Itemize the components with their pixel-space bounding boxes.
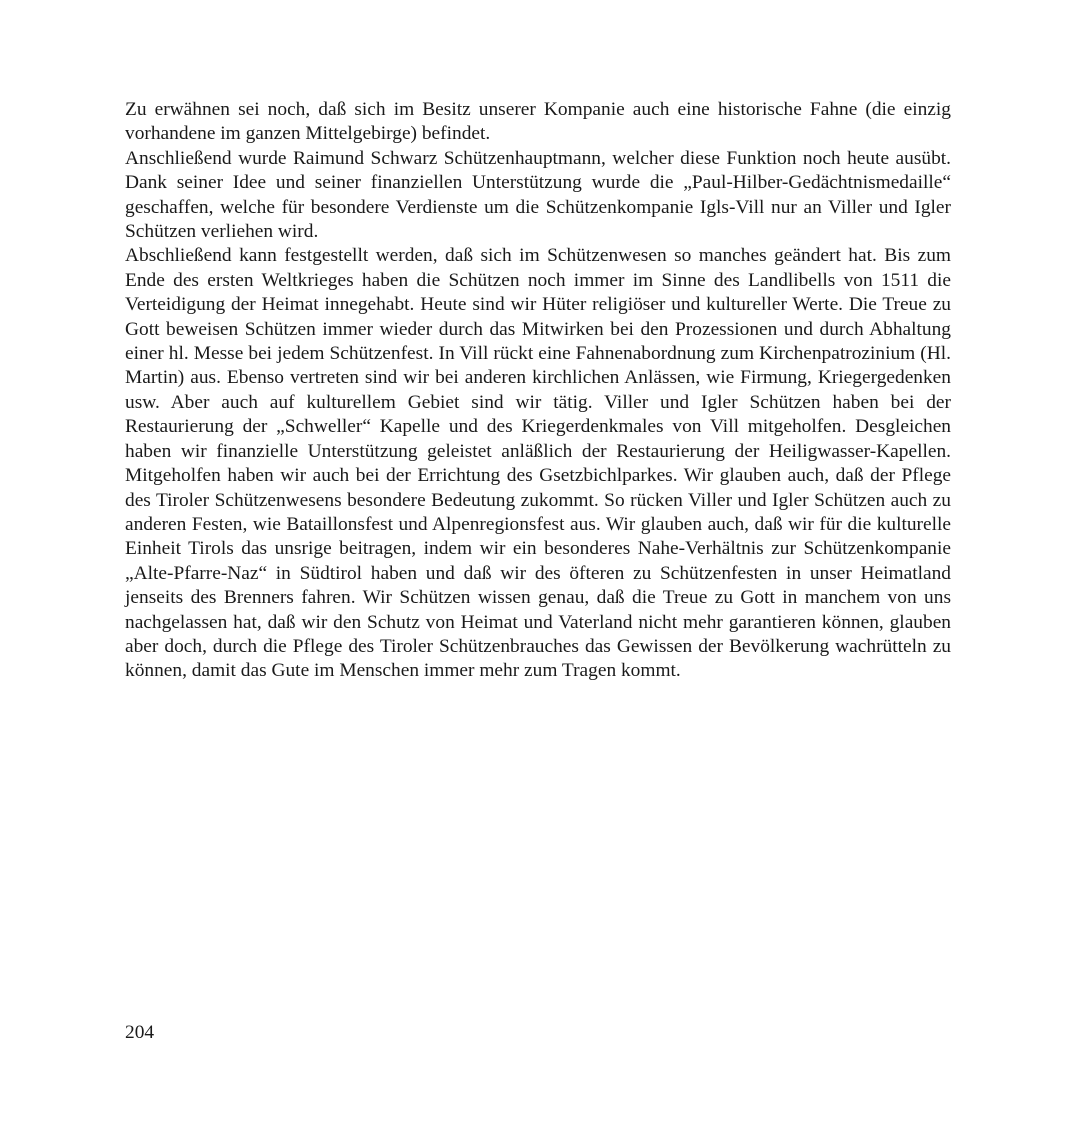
paragraph-flag: Zu erwähnen sei noch, daß sich im Besitz unserer Kompanie auch eine historische Fahne (die einzig vorhandene im ganzen Mittelgebirge) befindet. <box>125 99 951 145</box>
paragraph-conclusion: Abschließend kann festgestellt werden, daß sich im Schützenwesen so manches geändert hat. Bis zum Ende des ersten Weltkrieges haben die Schützen noch immer im Sinne des Landlibells von 1511 die Verteidigung der Heimat innegehabt. Heute sind wir Hüter religiöser und kultureller Werte. Die Treue zu Gott beweisen Schützen immer wieder durch das Mitwirken bei den Prozessionen und durch Abhaltung einer hl. Messe bei jedem Schützenfest. In Vill rückt eine Fahnenabordnung zum Kirchenpatrozinium (Hl. Martin) aus. Ebenso vertreten sind wir bei anderen kirchlichen Anlässen, wie Firmung, Kriegergedenken usw. Aber auch auf kulturellem Gebiet sind wir tätig. Viller und Igler Schützen haben bei der Restaurierung der „Schweller“ Kapelle und des Kriegerdenkmales von Vill mitgeholfen. Desgleichen haben wir finanzielle Unterstützung geleistet anläßlich der Restaurierung der Heiligwasser-Kapellen. Mitgeholfen haben wir auch bei der Errichtung des Gsetzbichlparkes. Wir glauben auch, daß der Pflege des Tiroler Schützenwesens besondere Bedeutung zukommt. So rücken Viller und Igler Schützen auch zu anderen Festen, wie Bataillonsfest und Alpenregionsfest aus. Wir glauben auch, daß wir für die kulturelle Einheit Tirols das unsrige beitragen, indem wir ein besonderes Nahe-Verhältnis zur Schützenkompanie „Alte-Pfarre-Naz“ in Südtirol haben und daß wir des öfteren zu Schützenfesten in unser Heimatland jenseits des Brenners fahren. Wir Schützen wissen genau, daß die Treue zu Gott in manchem von uns nachgelassen hat, daß wir den Schutz von Heimat und Vaterland nicht mehr garantieren können, glauben aber doch, durch die Pflege des Tiroler Schützenbrauches das Gewissen der Bevölkerung wachrütteln zu können, damit das Gute im Menschen immer mehr zum Tragen kommt. <box>125 245 951 682</box>
page-number: 204 <box>125 1022 155 1043</box>
body-text <box>125 98 951 684</box>
paragraph-schuetzenhauptmann: Anschließend wurde Raimund Schwarz Schützenhauptmann, welcher diese Funktion noch heute ausübt. Dank seiner Idee und seiner finanziellen Unterstützung wurde die „Paul-Hilber-Gedächtnismedaille“ geschaffen, welche für besondere Verdienste um die Schützenkompanie Igls-Vill nur an Viller und Igler Schützen verliehen wird. <box>125 147 951 243</box>
